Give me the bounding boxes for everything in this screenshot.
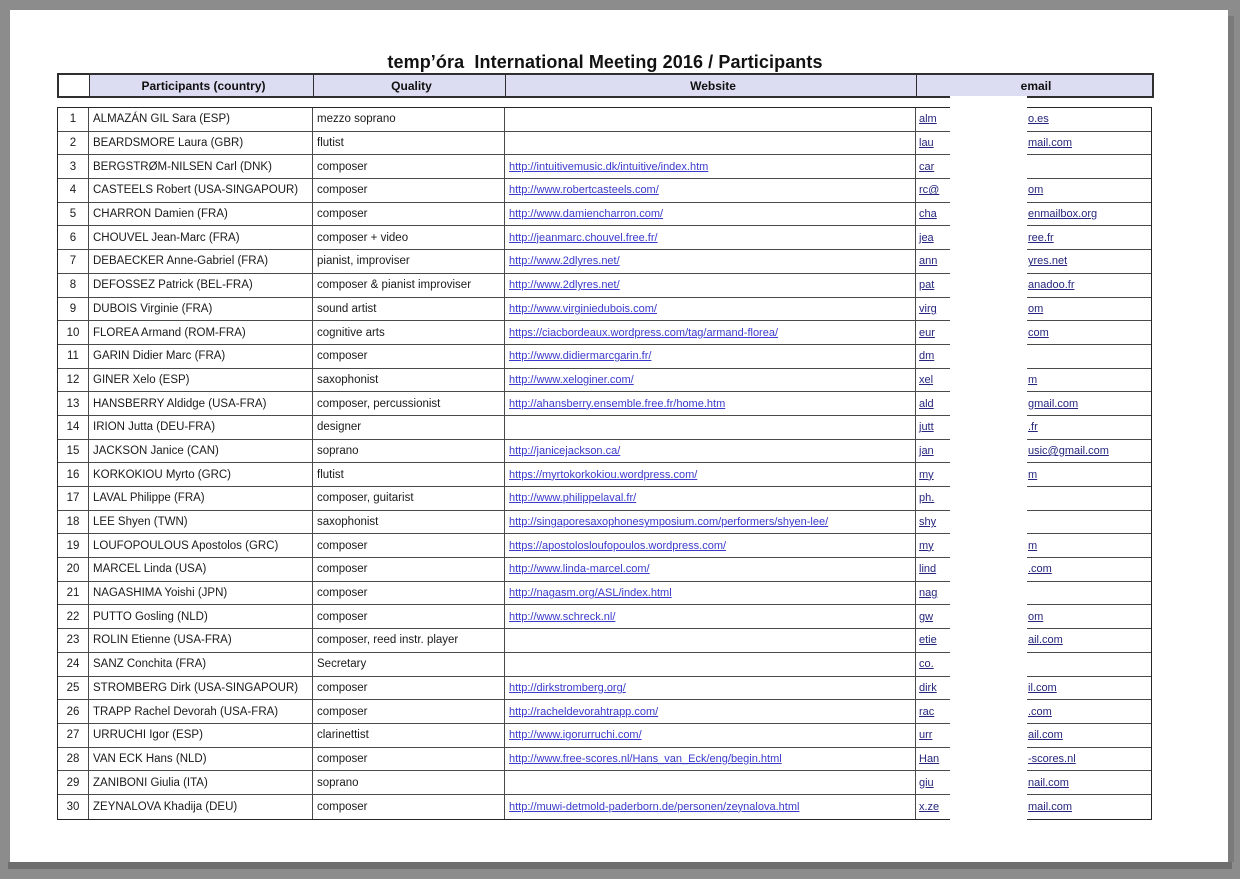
row-number: 18 <box>58 511 89 535</box>
row-number: 1 <box>58 108 89 132</box>
email-left-fragment[interactable]: x.ze <box>919 800 940 813</box>
participant-name: ROLIN Etienne (USA-FRA) <box>89 629 313 653</box>
row-number: 27 <box>58 724 89 748</box>
participant-website-cell <box>505 226 916 250</box>
participant-website-cell <box>505 677 916 701</box>
header-cell-participants: Participants (country) <box>90 75 314 96</box>
participant-name: LAVAL Philippe (FRA) <box>89 487 313 511</box>
email-left-fragment[interactable]: my <box>919 539 934 552</box>
white-overlay <box>950 96 1027 822</box>
participant-quality: composer, guitarist <box>313 487 505 511</box>
website-link[interactable]: http://www.didiermarcgarin.fr/ <box>509 350 652 363</box>
row-number: 3 <box>58 155 89 179</box>
participant-quality: Secretary <box>313 653 505 677</box>
participant-website-cell <box>505 534 916 558</box>
participant-website-cell <box>505 132 916 156</box>
participant-website-cell <box>505 203 916 227</box>
page-right-shadow <box>1228 16 1234 862</box>
row-number: 30 <box>58 795 89 819</box>
participant-name: GINER Xelo (ESP) <box>89 369 313 393</box>
participant-name: DUBOIS Virginie (FRA) <box>89 298 313 322</box>
participant-website-cell <box>505 795 916 819</box>
email-left-fragment[interactable]: jan <box>919 444 934 457</box>
participant-website-cell <box>505 653 916 677</box>
participant-name: JACKSON Janice (CAN) <box>89 440 313 464</box>
email-left-fragment[interactable]: pat <box>919 279 935 292</box>
participant-website-cell <box>505 274 916 298</box>
website-link[interactable]: http://racheldevorahtrapp.com/ <box>509 705 659 718</box>
participant-website-cell <box>505 771 916 795</box>
participant-quality: saxophonist <box>313 369 505 393</box>
participant-quality: composer <box>313 605 505 629</box>
email-left-fragment[interactable]: etie <box>919 634 937 647</box>
participant-name: CASTEELS Robert (USA-SINGAPOUR) <box>89 179 313 203</box>
row-number: 21 <box>58 582 89 606</box>
email-left-fragment[interactable]: ph. <box>919 492 935 505</box>
participant-name: MARCEL Linda (USA) <box>89 558 313 582</box>
participant-quality: flutist <box>313 132 505 156</box>
website-link[interactable]: http://www.philippelaval.fr/ <box>509 492 637 505</box>
participant-quality: mezzo soprano <box>313 108 505 132</box>
participant-quality: composer <box>313 345 505 369</box>
email-right-fragment[interactable]: gmail.com <box>1028 397 1079 410</box>
row-number: 16 <box>58 463 89 487</box>
participant-website-cell <box>505 605 916 629</box>
row-number: 6 <box>58 226 89 250</box>
participant-quality: composer <box>313 558 505 582</box>
participant-quality: cognitive arts <box>313 321 505 345</box>
email-right-fragment[interactable]: m <box>1028 539 1038 552</box>
email-left-fragment[interactable]: giu <box>919 776 934 789</box>
email-right-fragment[interactable]: usic@gmail.com <box>1028 444 1109 457</box>
row-number: 19 <box>58 534 89 558</box>
email-left-fragment[interactable]: dm <box>919 350 935 363</box>
email-left-fragment[interactable]: Han <box>919 752 940 765</box>
email-left-fragment[interactable]: cha <box>919 208 937 221</box>
website-link[interactable]: http://www.igorurruchi.com/ <box>509 729 642 742</box>
header-cell-email: email <box>917 75 1152 96</box>
row-number: 15 <box>58 440 89 464</box>
participant-quality: clarinettist <box>313 724 505 748</box>
participant-quality: composer, percussionist <box>313 392 505 416</box>
row-number: 12 <box>58 369 89 393</box>
participant-name: FLOREA Armand (ROM-FRA) <box>89 321 313 345</box>
website-link[interactable]: https://myrtokorkokiou.wordpress.com/ <box>509 468 698 481</box>
participant-name: HANSBERRY Aldidge (USA-FRA) <box>89 392 313 416</box>
email-left-fragment[interactable]: co. <box>919 658 934 671</box>
row-number: 13 <box>58 392 89 416</box>
website-link[interactable]: https://apostolosloufopoulos.wordpress.com/ <box>509 539 727 552</box>
row-number: 2 <box>58 132 89 156</box>
row-number: 4 <box>58 179 89 203</box>
participant-name: IRION Jutta (DEU-FRA) <box>89 416 313 440</box>
row-number: 8 <box>58 274 89 298</box>
email-left-fragment[interactable]: lind <box>919 563 937 576</box>
website-link[interactable]: https://ciacbordeaux.wordpress.com/tag/armand-florea/ <box>509 326 779 339</box>
email-left-fragment[interactable]: rc@ <box>919 184 940 197</box>
participant-name: PUTTO Gosling (NLD) <box>89 605 313 629</box>
email-right-fragment[interactable]: com <box>1028 326 1049 339</box>
participant-quality: composer <box>313 795 505 819</box>
website-link[interactable]: http://muwi-detmold-paderborn.de/personen/zeynalova.html <box>509 800 800 813</box>
email-left-fragment[interactable]: urr <box>919 729 933 742</box>
participant-website-cell <box>505 179 916 203</box>
table-header-row <box>57 73 1154 98</box>
email-left-fragment[interactable]: shy <box>919 516 937 529</box>
email-left-fragment[interactable]: rac <box>919 705 935 718</box>
email-right-fragment[interactable]: enmailbox.org <box>1028 208 1098 221</box>
participant-quality: composer <box>313 748 505 772</box>
email-right-fragment[interactable]: -scores.nl <box>1028 752 1076 765</box>
participant-quality: composer <box>313 582 505 606</box>
participant-name: CHOUVEL Jean-Marc (FRA) <box>89 226 313 250</box>
participant-quality: composer <box>313 677 505 701</box>
page-title: temp’óra International Meeting 2016 / Participants <box>387 52 823 72</box>
email-left-fragment[interactable]: ald <box>919 397 934 410</box>
email-left-fragment[interactable]: eur <box>919 326 935 339</box>
participant-name: SANZ Conchita (FRA) <box>89 653 313 677</box>
participant-name: VAN ECK Hans (NLD) <box>89 748 313 772</box>
header-cell-quality: Quality <box>314 75 506 96</box>
participant-quality: flutist <box>313 463 505 487</box>
participant-quality: composer + video <box>313 226 505 250</box>
email-right-fragment[interactable]: ail.com <box>1028 634 1063 647</box>
participant-name: LOUFOPOULOUS Apostolos (GRC) <box>89 534 313 558</box>
email-right-fragment[interactable]: mail.com <box>1028 800 1073 813</box>
website-link[interactable]: http://www.robertcasteels.com/ <box>509 184 659 197</box>
participant-website-cell <box>505 250 916 274</box>
row-number: 5 <box>58 203 89 227</box>
email-right-fragment[interactable]: ree.fr <box>1028 231 1054 244</box>
participant-quality: composer, reed instr. player <box>313 629 505 653</box>
email-right-fragment[interactable]: mail.com <box>1028 137 1073 150</box>
participant-name: LEE Shyen (TWN) <box>89 511 313 535</box>
website-link[interactable]: http://nagasm.org/ASL/index.html <box>509 587 672 600</box>
row-number: 10 <box>58 321 89 345</box>
email-right-fragment[interactable]: ail.com <box>1028 729 1063 742</box>
email-right-fragment[interactable]: .com <box>1028 705 1052 718</box>
row-number: 11 <box>58 345 89 369</box>
participant-website-cell <box>505 440 916 464</box>
website-link[interactable]: http://janicejackson.ca/ <box>509 444 621 457</box>
participant-website-cell <box>505 582 916 606</box>
participant-website-cell <box>505 463 916 487</box>
participant-website-cell <box>505 629 916 653</box>
website-link[interactable]: http://www.linda-marcel.com/ <box>509 563 650 576</box>
participant-name: NAGASHIMA Yoishi (JPN) <box>89 582 313 606</box>
participant-name: GARIN Didier Marc (FRA) <box>89 345 313 369</box>
row-number: 7 <box>58 250 89 274</box>
participant-name: DEFOSSEZ Patrick (BEL-FRA) <box>89 274 313 298</box>
email-right-fragment[interactable]: om <box>1028 184 1044 197</box>
website-link[interactable]: http://jeanmarc.chouvel.free.fr/ <box>509 231 658 244</box>
participant-quality: saxophonist <box>313 511 505 535</box>
email-right-fragment[interactable]: m <box>1028 373 1038 386</box>
participant-quality: composer <box>313 534 505 558</box>
participant-name: KORKOKIOU Myrto (GRC) <box>89 463 313 487</box>
participant-name: ZEYNALOVA Khadija (DEU) <box>89 795 313 819</box>
participant-website-cell <box>505 321 916 345</box>
email-left-fragment[interactable]: my <box>919 468 934 481</box>
row-number: 29 <box>58 771 89 795</box>
document-page <box>10 10 1228 862</box>
participant-name: URRUCHI Igor (ESP) <box>89 724 313 748</box>
participant-quality: soprano <box>313 771 505 795</box>
participant-name: BERGSTRØM-NILSEN Carl (DNK) <box>89 155 313 179</box>
page-bottom-shadow <box>8 862 1232 869</box>
email-left-fragment[interactable]: nag <box>919 587 938 600</box>
email-left-fragment[interactable]: car <box>919 160 935 173</box>
participant-name: DEBAECKER Anne-Gabriel (FRA) <box>89 250 313 274</box>
participant-quality: pianist, improviser <box>313 250 505 274</box>
participant-website-cell <box>505 392 916 416</box>
email-right-fragment[interactable]: anadoo.fr <box>1028 279 1075 292</box>
participant-quality: designer <box>313 416 505 440</box>
email-left-fragment[interactable]: xel <box>919 373 934 386</box>
email-right-fragment[interactable]: .fr <box>1028 421 1038 434</box>
email-right-fragment[interactable]: m <box>1028 468 1038 481</box>
email-left-fragment[interactable]: jutt <box>919 421 934 434</box>
participant-name: STROMBERG Dirk (USA-SINGAPOUR) <box>89 677 313 701</box>
row-number: 26 <box>58 700 89 724</box>
email-left-fragment[interactable]: dirk <box>919 681 937 694</box>
participant-quality: composer & pianist improviser <box>313 274 505 298</box>
email-left-fragment[interactable]: jea <box>919 231 934 244</box>
row-number: 22 <box>58 605 89 629</box>
email-left-fragment[interactable]: alm <box>919 113 937 126</box>
email-left-fragment[interactable]: ann <box>919 255 938 268</box>
row-number: 28 <box>58 748 89 772</box>
email-right-fragment[interactable]: om <box>1028 302 1044 315</box>
email-right-fragment[interactable]: om <box>1028 610 1044 623</box>
participant-website-cell <box>505 487 916 511</box>
row-number: 14 <box>58 416 89 440</box>
website-link[interactable]: http://singaporesaxophonesymposium.com/performers/shyen-lee/ <box>509 516 829 529</box>
email-right-fragment[interactable]: o.es <box>1028 113 1049 126</box>
participant-website-cell <box>505 511 916 535</box>
participant-website-cell <box>505 298 916 322</box>
row-number: 25 <box>58 677 89 701</box>
participant-website-cell <box>505 108 916 132</box>
participant-quality: composer <box>313 179 505 203</box>
participant-website-cell <box>505 369 916 393</box>
row-number: 9 <box>58 298 89 322</box>
website-link[interactable]: http://www.2dlyres.net/ <box>509 279 620 292</box>
row-number: 20 <box>58 558 89 582</box>
email-right-fragment[interactable]: .com <box>1028 563 1052 576</box>
website-link[interactable]: http://www.virginiedubois.com/ <box>509 302 657 315</box>
participant-quality: sound artist <box>313 298 505 322</box>
participant-quality: composer <box>313 155 505 179</box>
participant-quality: composer <box>313 700 505 724</box>
row-number: 23 <box>58 629 89 653</box>
website-link[interactable]: http://dirkstromberg.org/ <box>509 681 626 694</box>
email-left-fragment[interactable]: virg <box>919 302 937 315</box>
website-link[interactable]: http://www.damiencharron.com/ <box>509 208 664 221</box>
website-link[interactable]: http://www.2dlyres.net/ <box>509 255 620 268</box>
row-number: 24 <box>58 653 89 677</box>
header-cell-index <box>59 75 90 96</box>
email-right-fragment[interactable]: il.com <box>1028 681 1057 694</box>
participant-website-cell <box>505 155 916 179</box>
email-right-fragment[interactable]: yres.net <box>1028 255 1068 268</box>
participant-name: TRAPP Rachel Devorah (USA-FRA) <box>89 700 313 724</box>
participant-name: BEARDSMORE Laura (GBR) <box>89 132 313 156</box>
participant-quality: composer <box>313 203 505 227</box>
email-left-fragment[interactable]: gw <box>919 610 934 623</box>
website-link[interactable]: http://www.schreck.nl/ <box>509 610 616 623</box>
participant-website-cell <box>505 724 916 748</box>
header-cell-website: Website <box>506 75 917 96</box>
participant-name: ZANIBONI Giulia (ITA) <box>89 771 313 795</box>
participant-website-cell <box>505 558 916 582</box>
participant-website-cell <box>505 748 916 772</box>
row-number: 17 <box>58 487 89 511</box>
participant-website-cell <box>505 416 916 440</box>
participant-quality: soprano <box>313 440 505 464</box>
website-link[interactable]: http://www.free-scores.nl/Hans_van_Eck/eng/begin.html <box>509 752 782 765</box>
participant-website-cell <box>505 345 916 369</box>
participant-name: ALMAZÁN GIL Sara (ESP) <box>89 108 313 132</box>
website-link[interactable]: http://www.xeloginer.com/ <box>509 373 634 386</box>
participant-website-cell <box>505 700 916 724</box>
email-right-fragment[interactable]: nail.com <box>1028 776 1069 789</box>
participant-name: CHARRON Damien (FRA) <box>89 203 313 227</box>
website-link[interactable]: http://intuitivemusic.dk/intuitive/index.htm <box>509 160 709 173</box>
email-left-fragment[interactable]: lau <box>919 137 934 150</box>
website-link[interactable]: http://ahansberry.ensemble.free.fr/home.htm <box>509 397 726 410</box>
